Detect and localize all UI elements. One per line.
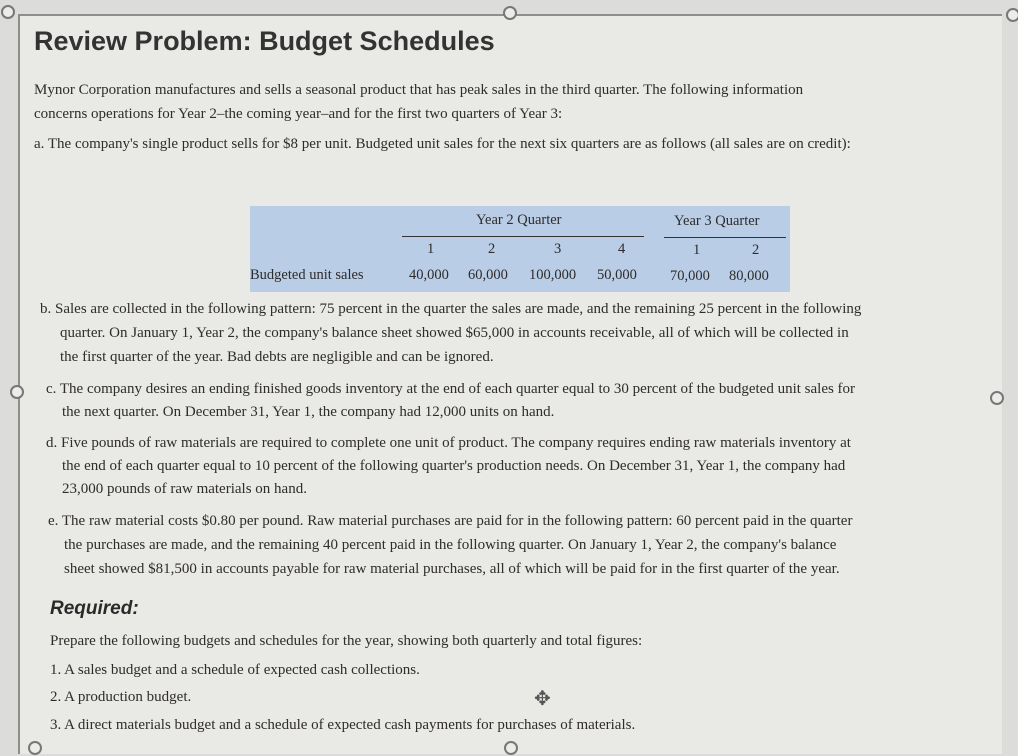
item-e: the purchases are made, and the remaining 40 percent paid in the following quarter. On January 1, Year 2, the company's balance bbox=[64, 537, 837, 553]
required-heading: Required: bbox=[50, 598, 139, 619]
required-item: 1. A sales budget and a schedule of expected cash collections. bbox=[50, 662, 420, 678]
required-item: 3. A direct materials budget and a schedule of expected cash payments for purchases of materials. bbox=[50, 717, 636, 733]
resize-handle[interactable] bbox=[1006, 8, 1018, 22]
item-b: the first quarter of the year. Bad debts are negligible and can be ignored. bbox=[60, 349, 494, 365]
quarter-label: 2 bbox=[488, 241, 496, 257]
required-item: 2. A production budget. bbox=[50, 689, 192, 705]
resize-handle[interactable] bbox=[504, 741, 518, 755]
item-d: 23,000 pounds of raw materials on hand. bbox=[62, 481, 307, 497]
resize-handle[interactable] bbox=[990, 391, 1004, 405]
resize-handle[interactable] bbox=[503, 6, 517, 20]
item-c: the next quarter. On December 31, Year 1, the company had 12,000 units on hand. bbox=[62, 404, 555, 420]
sales-value: 80,000 bbox=[729, 268, 769, 284]
quarter-label: 1 bbox=[693, 242, 701, 258]
item-b: b. Sales are collected in the following pattern: 75 percent in the quarter the sales are made, and the remaining 25 percent in the following bbox=[40, 301, 862, 317]
quarter-label: 1 bbox=[427, 241, 435, 257]
item-e: sheet showed $81,500 in accounts payable for raw material purchases, all of which will be paid for in the first quarter of the year. bbox=[64, 561, 840, 577]
intro-line: concerns operations for Year 2–the coming year–and for the first two quarters of Year 3: bbox=[34, 106, 563, 122]
required-instruction: Prepare the following budgets and schedules for the year, showing both quarterly and total figures: bbox=[50, 633, 643, 649]
sales-value: 100,000 bbox=[529, 267, 577, 283]
item-e: e. The raw material costs $0.80 per pound. Raw material purchases are paid for in the following pattern: 60 percent paid in the quarter bbox=[48, 513, 853, 529]
item-d: d. Five pounds of raw materials are required to complete one unit of product. The company requires ending raw materials inventory at bbox=[46, 435, 851, 451]
year2-rule bbox=[402, 236, 644, 237]
sales-value: 60,000 bbox=[468, 267, 508, 283]
row-label: Budgeted unit sales bbox=[250, 267, 364, 283]
quarter-label: 4 bbox=[618, 241, 626, 257]
sales-value: 70,000 bbox=[670, 268, 710, 284]
year3-rule bbox=[664, 237, 786, 238]
move-cursor-icon: ✥ bbox=[534, 688, 551, 710]
sales-value: 50,000 bbox=[597, 267, 637, 283]
resize-handle[interactable] bbox=[28, 741, 42, 755]
item-a: a. The company's single product sells for $8 per unit. Budgeted unit sales for the next six quarters are as follows (all sales are on credit): bbox=[34, 136, 851, 152]
resize-handle[interactable] bbox=[10, 385, 24, 399]
page-title: Review Problem: Budget Schedules bbox=[34, 26, 495, 56]
year2-header: Year 2 Quarter bbox=[476, 212, 562, 228]
item-c: c. The company desires an ending finished goods inventory at the end of each quarter equal to 30 percent of the budgeted unit sales for bbox=[46, 381, 856, 397]
resize-handle[interactable] bbox=[1, 5, 15, 19]
sales-value: 40,000 bbox=[409, 267, 449, 283]
quarter-label: 2 bbox=[752, 242, 760, 258]
item-d: the end of each quarter equal to 10 percent of the following quarter's production needs. On December 31, Year 1, the company had bbox=[62, 458, 846, 474]
quarter-label: 3 bbox=[554, 241, 562, 257]
item-b: quarter. On January 1, Year 2, the company's balance sheet showed $65,000 in accounts receivable, all of which will be collected in bbox=[60, 325, 849, 341]
year3-header: Year 3 Quarter bbox=[674, 213, 760, 229]
intro-line: Mynor Corporation manufactures and sells a seasonal product that has peak sales in the third quarter. The following information bbox=[34, 82, 804, 98]
